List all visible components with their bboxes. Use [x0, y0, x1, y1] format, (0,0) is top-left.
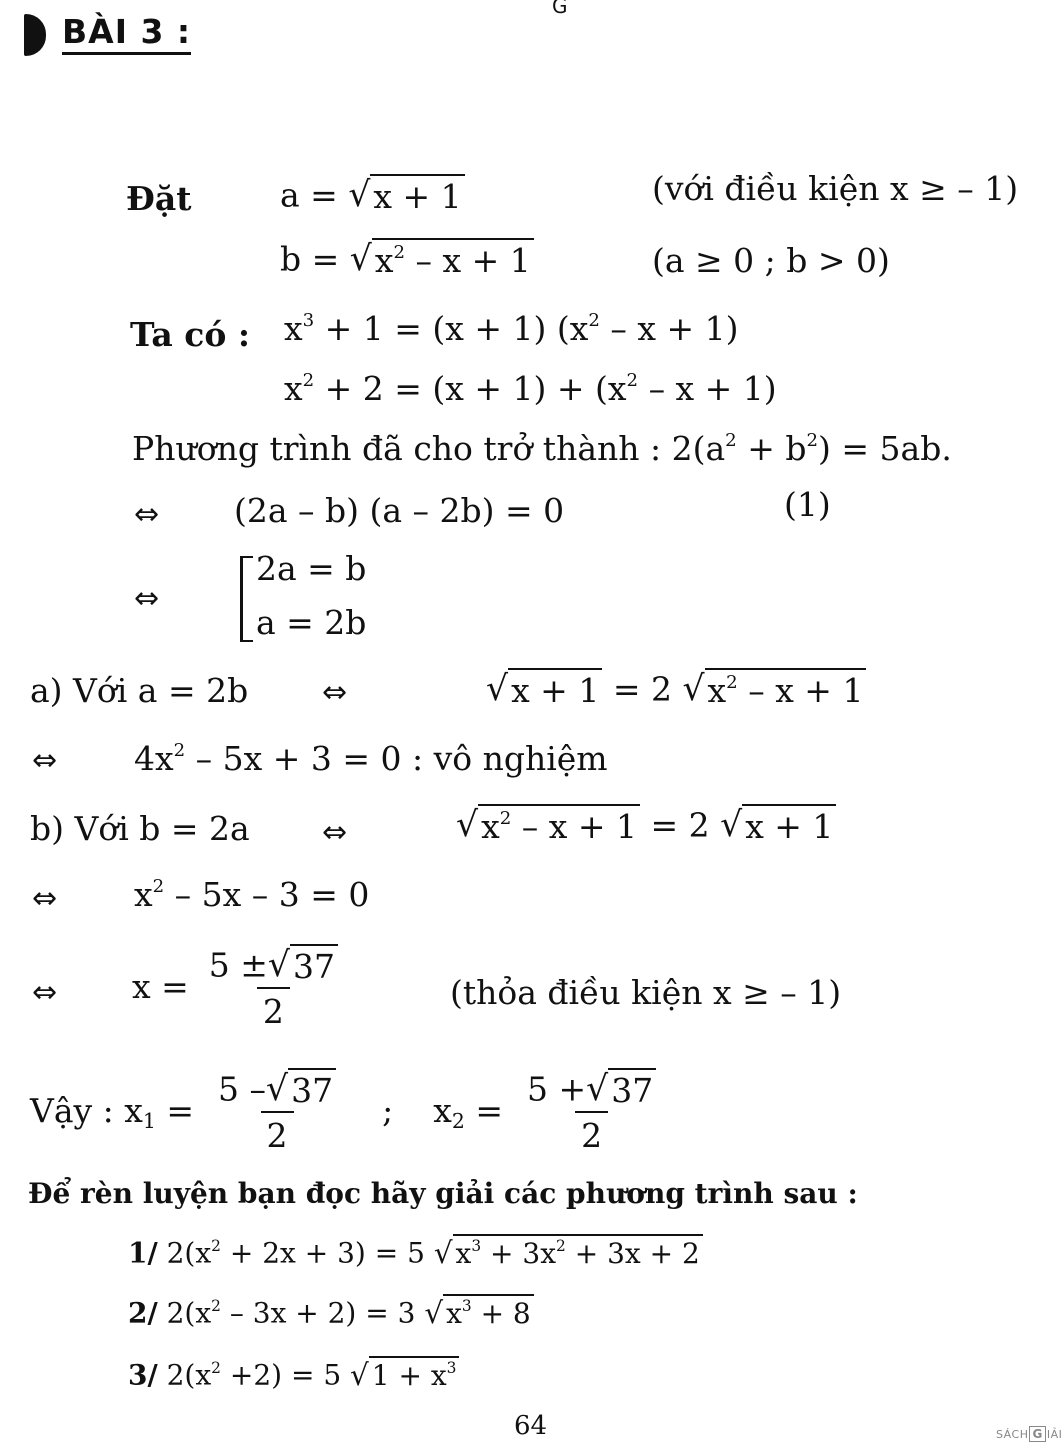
page-title: BÀI 3 :	[62, 14, 191, 55]
equation-tag: (1)	[784, 485, 831, 524]
sqrt-icon: √ x + 1	[486, 668, 602, 707]
equivalence-icon: ⇔	[322, 815, 348, 850]
watermark-logo: SÁCH G IẢI	[996, 1427, 1062, 1441]
top-mark: G	[552, 0, 568, 18]
practice-intro: Để rèn luyện bạn đọc hãy giải các phương trình sau :	[28, 1177, 858, 1210]
equivalence-icon: ⇔	[32, 743, 58, 778]
sqrt-icon: √ 37	[266, 1068, 336, 1107]
identity-2: $x^2 + 2 = (x + 1) + (x^2 - x + 1)$	[284, 369, 777, 408]
factored-equation: (2a – b) (a – 2b) = 0	[234, 491, 565, 530]
taco-label: Ta có :	[130, 315, 251, 354]
case-b-label: b) Với b = 2a	[30, 809, 250, 848]
sqrt-icon: √ $1 + x^3$	[350, 1356, 459, 1390]
system-line-2: a = 2b	[256, 603, 367, 642]
solution-formula: x = 5 ± √ 37 2	[132, 944, 344, 1028]
case-a-equation: √ x + 1 = 2 √ $x^2 - x + 1$	[486, 668, 866, 707]
b-definition: b = √ $x^2 - x + 1$	[280, 238, 534, 277]
page-number: 64	[514, 1411, 548, 1441]
case-a-result: $4x^2 - 5x + 3 = 0$ : vô nghiệm	[134, 739, 608, 778]
solution-condition: (thỏa điều kiện x ≥ – 1)	[450, 973, 842, 1012]
system-line-1: 2a = b	[256, 549, 367, 588]
equivalence-icon: ⇔	[32, 881, 58, 916]
dat-label: Đặt	[126, 179, 192, 218]
equivalence-icon: ⇔	[134, 581, 160, 616]
fraction: 5 ± √ 37 2	[203, 944, 344, 1028]
practice-2: 2/ $2(x^2 - 3x + 2) = 3$ √ $x^3 + 8$	[128, 1294, 534, 1328]
practice-3: 3/ $2(x^2 +2) = 5$ √ $1 + x^3$	[128, 1356, 459, 1390]
title-marker-icon	[24, 14, 46, 56]
equivalence-icon: ⇔	[134, 497, 160, 532]
sqrt-icon: √ $x^2 - x + 1$	[456, 804, 640, 843]
case-b-result: $x^2 - 5x - 3 = 0$	[134, 875, 370, 914]
case-b-equation: √ $x^2 - x + 1$ = 2 √ x + 1	[456, 804, 836, 843]
a-condition: (với điều kiện x ≥ – 1)	[652, 169, 1019, 208]
case-a-label: a) Với a = 2b	[30, 671, 249, 710]
sqrt-icon: √ x + 1	[720, 804, 836, 843]
a-definition: a = √ x + 1	[280, 174, 465, 213]
sqrt-icon: √ $x^3 + 3x^2 + 3x + 2$	[434, 1234, 703, 1268]
fraction: 5 – √ 37 2	[212, 1068, 342, 1152]
sqrt-icon: √ x + 1	[348, 174, 464, 213]
transformed-equation: Phương trình đã cho trở thành : $2(a^2 + b^2) = 5ab$.	[132, 429, 952, 468]
conclusion: Vậy : $x_1$ = 5 – √ 37 2 ; $x_2$ = 5 + √ 37 2	[30, 1068, 662, 1152]
b-condition: (a ≥ 0 ; b > 0)	[652, 241, 890, 280]
identity-1: $x^3 + 1 = (x + 1)$ $(x^2 - x + 1)$	[284, 309, 739, 348]
sqrt-icon: √ $x^3 + 8$	[424, 1294, 533, 1328]
sqrt-icon: √ 37	[586, 1068, 656, 1107]
bracket-icon	[240, 556, 253, 642]
sqrt-icon: √ $x^2 - x + 1$	[682, 668, 866, 707]
sqrt-icon: √ 37	[268, 944, 338, 983]
practice-1: 1/ $2(x^2 + 2x + 3) = 5$ √ $x^3 + 3x^2 + 3x + 2$	[128, 1234, 703, 1268]
sqrt-icon: √ $x^2 - x + 1$	[350, 238, 534, 277]
fraction: 5 + √ 37 2	[521, 1068, 662, 1152]
equivalence-icon: ⇔	[322, 675, 348, 710]
equivalence-icon: ⇔	[32, 975, 58, 1010]
